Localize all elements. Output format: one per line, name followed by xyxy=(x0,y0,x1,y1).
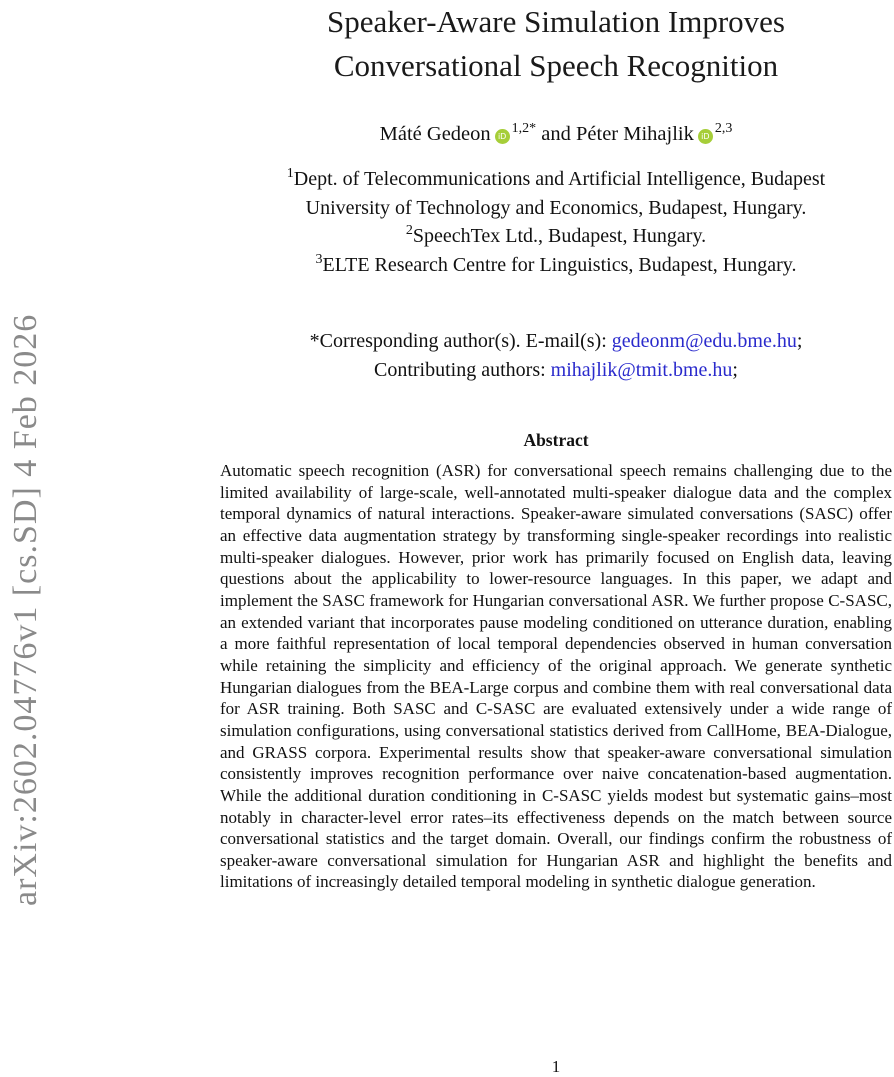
affiliation-3 xyxy=(220,251,892,280)
abstract-heading: Abstract xyxy=(523,430,589,450)
author-affil-sup: 2,3 xyxy=(714,121,733,136)
paper-title xyxy=(220,0,892,88)
author-joiner: and xyxy=(541,123,571,145)
affil-sup: 1 xyxy=(286,166,294,181)
author-affil-sup: 1,2* xyxy=(511,121,537,136)
affil-text: Dept. of Telecommunications and Artificial Intelligence, Budapest xyxy=(293,168,826,190)
contact-info xyxy=(220,327,892,384)
corresponding-label: *Corresponding author(s). E-mail(s): xyxy=(309,330,607,352)
orcid-icon[interactable]: iD xyxy=(495,129,510,144)
orcid-icon[interactable]: iD xyxy=(698,129,713,144)
affiliations xyxy=(220,165,892,279)
affil-text: University of Technology and Economics, Budapest, Hungary. xyxy=(305,196,807,219)
affil-text: ELTE Research Centre for Linguistics, Budapest, Hungary. xyxy=(322,253,797,276)
contributing-label: Contributing authors: xyxy=(374,358,546,381)
punct: ; xyxy=(796,330,803,352)
abstract-body: Automatic speech recognition (ASR) for conversational speech remains challenging due to the limited availability of large-scale, well-annotated multi-speaker dialogue data and the complex temporal dynamics of natural interactions. Speaker-aware simulated conversations (SASC) offer an effective data augmentation strategy by transforming single-speaker recordings into realistic multi-speaker dialogues. However, prior work has primarily focused on English data, leaving questions about the applicability to lower-resource languages. In this paper, we adapt and implement the SASC framework for Hungarian conversational ASR. We further propose C-SASC, an extended variant that incorporates pause modeling conditioned on utterance duration, enabling a more faithful representation of local temporal dependencies observed in human conversation while retaining the simplicity and efficiency of the original approach. We generate synthetic Hungarian dialogues from the BEA-Large corpus and combine them with real conversational data for ASR training. Both SASC and C-SASC are evaluated extensively under a wide range of simulation configurations, using conversational statistics derived from CallHome, BEA-Dialogue, and GRASS corpora. Experimental results show that speaker-aware conversational simulation consistently improves recognition performance over naive concatenation-based augmentation. While the additional duration conditioning in C-SASC yields modest but systematic gains–most notably in character-level error rates–its effectiveness depends on the match between source conversational statistics and the target domain. Overall, our findings confirm the robustness of speaker-aware conversational simulation for Hungarian ASR and highlight the benefits and limitations of increasingly detailed temporal modeling in synthetic dialogue generation. xyxy=(220,461,892,892)
title-line-2: Conversational Speech Recognition xyxy=(333,48,779,83)
corresponding-email-link[interactable]: gedeonm@edu.bme.hu xyxy=(611,330,797,352)
author-name: Péter Mihajlik xyxy=(576,123,694,145)
contributing-email-link[interactable]: mihajlik@tmit.bme.hu xyxy=(550,358,733,381)
title-line-1: Speaker-Aware Simulation Improves xyxy=(327,4,785,39)
author-name: Máté Gedeon xyxy=(379,123,491,145)
affil-sup: 2 xyxy=(405,223,413,238)
affiliation-2 xyxy=(220,222,892,251)
arxiv-side-stamp: arXiv:2602.04776v1 [cs.SD] 4 Feb 2026 xyxy=(7,313,44,907)
author-list xyxy=(220,120,892,148)
contributing-line xyxy=(220,356,892,385)
page-number: 1 xyxy=(551,1057,561,1076)
affiliation-1-line-1 xyxy=(220,165,892,194)
punct: ; xyxy=(732,358,738,381)
affil-sup: 3 xyxy=(315,251,323,267)
affiliation-1-line-2 xyxy=(220,194,892,223)
affil-text: SpeechTex Ltd., Budapest, Hungary. xyxy=(412,225,707,247)
corresponding-line xyxy=(220,327,892,356)
